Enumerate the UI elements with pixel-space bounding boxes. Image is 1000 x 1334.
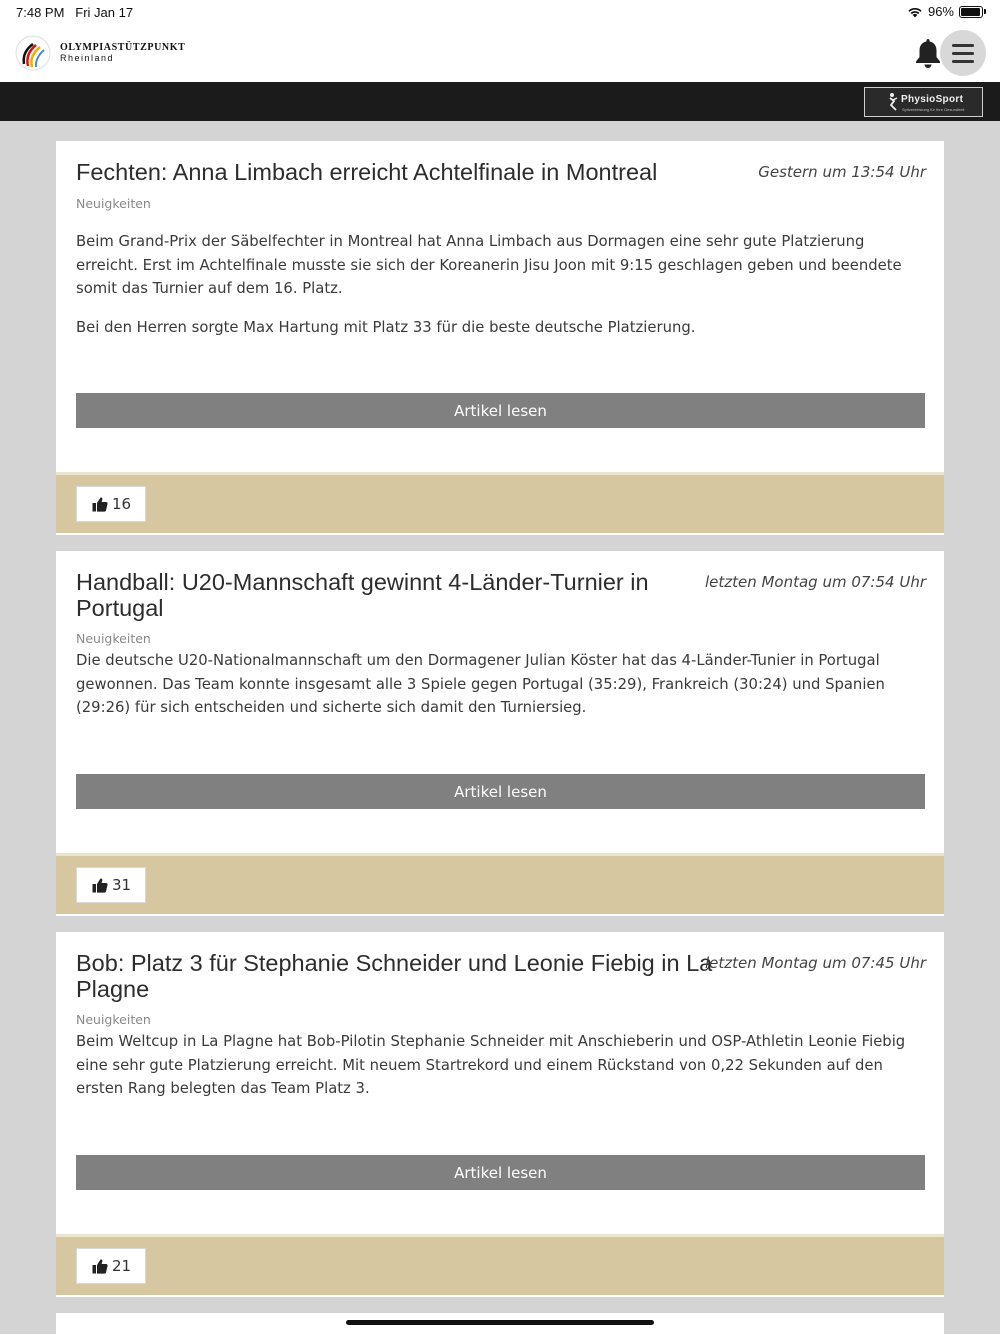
logo-title: OLYMPIASTÜTZPUNKT xyxy=(60,42,186,53)
article-category[interactable]: Neuigkeiten xyxy=(76,631,151,646)
status-right xyxy=(907,4,986,19)
article-excerpt xyxy=(76,1030,926,1101)
like-count: 16 xyxy=(112,495,132,513)
article-paragraph: Beim Grand-Prix der Säbelfechter in Montreal hat Anna Limbach aus Dormagen eine sehr gute Platzierung erreicht. Erst im Achtelfinale musste sie sich der Koreanerin Jisu Joon mit 9:15 geschlagen geben und beendete somit das Turnier auf dem 16. Platz. xyxy=(76,233,902,297)
article-title[interactable]: Handball: U20-Mannschaft gewinnt 4-Länder-Turnier in Portugal xyxy=(76,569,649,621)
like-count: 31 xyxy=(112,876,132,894)
article-footer xyxy=(56,1234,944,1295)
battery-icon xyxy=(959,6,983,18)
logo-subtitle: Rheinland xyxy=(60,53,115,63)
article-footer xyxy=(56,472,944,533)
read-article-button[interactable]: Artikel lesen xyxy=(76,393,925,428)
sponsor-banner[interactable] xyxy=(864,87,983,117)
article-footer xyxy=(56,853,944,914)
article-title[interactable]: Bob: Platz 3 für Stephanie Schneider und Leonie Fiebig in La Plagne xyxy=(76,950,713,1002)
article-paragraph: Bei den Herren sorgte Max Hartung mit Platz 33 für die beste deutsche Platzierung. xyxy=(76,318,696,336)
article-date: letzten Montag um 07:45 Uhr xyxy=(704,954,926,972)
article-date: Gestern um 13:54 Uhr xyxy=(758,163,926,181)
thumbs-up-icon xyxy=(92,877,108,893)
read-article-button[interactable]: Artikel lesen xyxy=(76,774,925,809)
like-button[interactable] xyxy=(76,867,146,903)
app-header xyxy=(0,24,1000,82)
hamburger-menu-icon[interactable] xyxy=(940,30,986,76)
article-title[interactable]: Fechten: Anna Limbach erreicht Achtelfinale in Montreal xyxy=(76,159,658,185)
thumbs-up-icon xyxy=(92,1258,108,1274)
sponsor-bar xyxy=(0,82,1000,121)
article-paragraph: Die deutsche U20-Nationalmannschaft um den Dormagener Julian Köster hat das 4-Länder-Tunier in Portugal gewonnen. Das Team konnte insgesamt alle 3 Spiele gegen Portugal (35:29), Frankreich (30:24) und Spanien (29:26) für sich entscheiden und sicherte sich damit den Turniersieg. xyxy=(76,652,885,716)
sponsor-name: PhysioSport xyxy=(901,94,964,105)
status-time: 7:48 PM Fri Jan 17 xyxy=(16,5,134,20)
article-card xyxy=(56,551,944,916)
article-card xyxy=(56,932,944,1297)
battery-percent: 96% xyxy=(927,4,954,19)
physiosport-logo-icon xyxy=(887,92,901,112)
article-card xyxy=(56,141,944,535)
olympia-logo-icon xyxy=(14,34,52,72)
article-category[interactable]: Neuigkeiten xyxy=(76,196,151,211)
article-excerpt xyxy=(76,649,926,720)
sponsor-tagline: Spitzenleistung für Ihre Gesundheit xyxy=(902,107,965,112)
article-paragraph: Beim Weltcup in La Plagne hat Bob-Pilotin Stephanie Schneider mit Anschieberin und OSP-Athletin Leonie Fiebig eine sehr gute Platzierung erreicht. Mit neuem Startrekord und einem Rückstand von 0,22 Sekunden auf den ersten Rang belegten das Team Platz 3. xyxy=(76,1033,906,1097)
thumbs-up-icon xyxy=(92,496,108,512)
wifi-icon xyxy=(907,6,923,18)
like-count: 21 xyxy=(112,1257,132,1275)
article-excerpt xyxy=(76,230,926,339)
status-bar xyxy=(0,0,1000,24)
like-button[interactable] xyxy=(76,1248,146,1284)
home-indicator[interactable] xyxy=(346,1320,654,1325)
read-article-button[interactable]: Artikel lesen xyxy=(76,1155,925,1190)
article-category[interactable]: Neuigkeiten xyxy=(76,1012,151,1027)
article-date: letzten Montag um 07:54 Uhr xyxy=(704,573,926,591)
like-button[interactable] xyxy=(76,486,146,522)
logo[interactable] xyxy=(14,34,185,72)
